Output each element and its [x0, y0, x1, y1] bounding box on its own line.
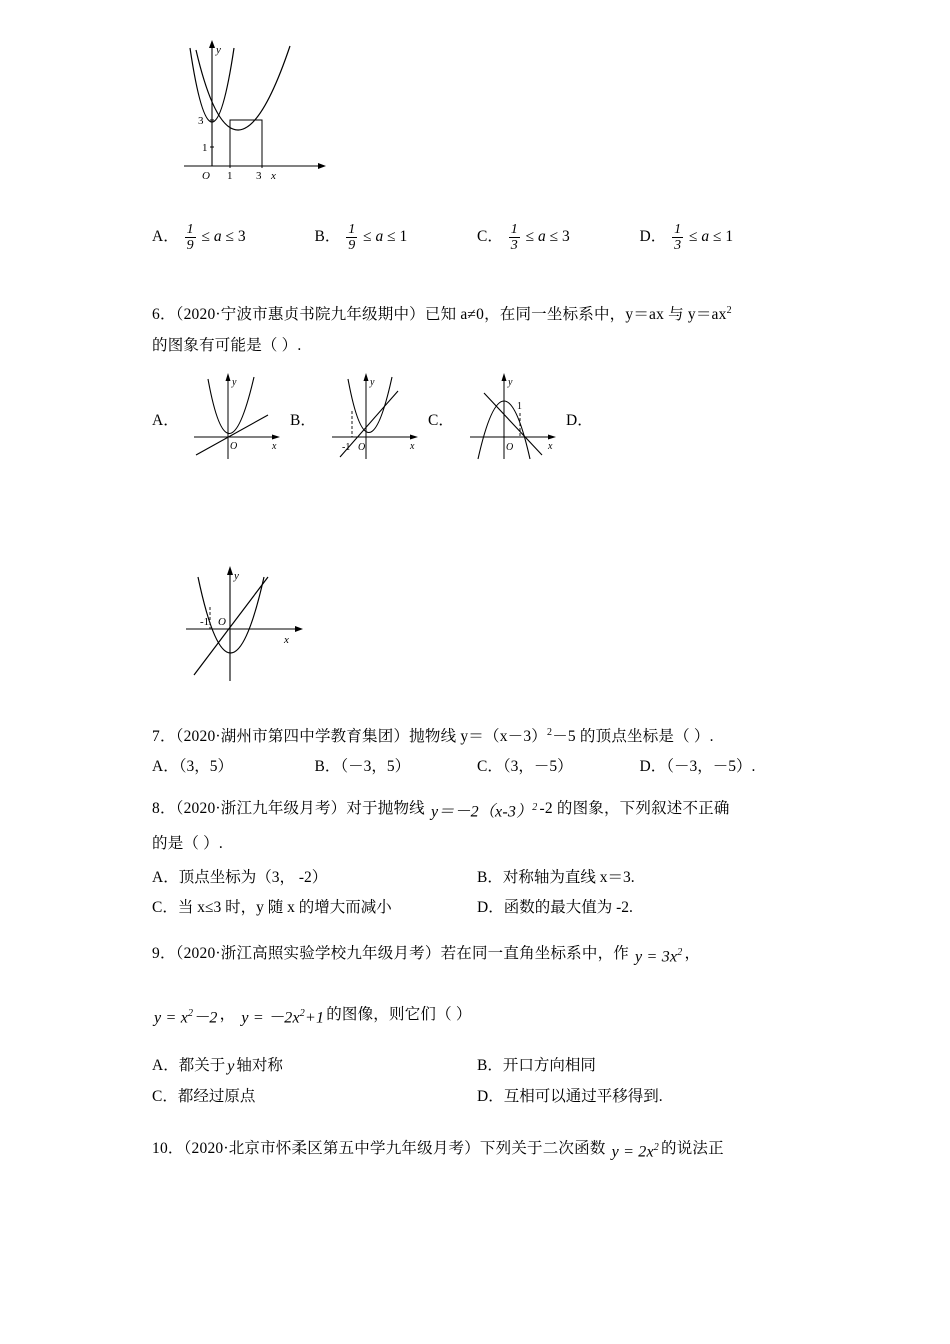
q9-formula-1: $y = 3x^2$ [635, 946, 683, 965]
q10-formula: $y = 2x^2$ [611, 1141, 659, 1161]
q6-figure-c[interactable] [456, 371, 566, 471]
q8-formula: $y=-2(x-3)^2$ [430, 802, 538, 821]
q8-stem-tail: -2 的图象，下列叙述不正确 [539, 800, 730, 818]
q7-line1 [152, 717, 802, 752]
graph-d-tick: -1 [200, 616, 210, 629]
q8-stem-text: 8．（2020·浙江九年级月考）对于抛物线 [152, 800, 425, 818]
q5-option-b-fraction: $\frac{1}{9}$ [348, 221, 356, 253]
q6-figure-d[interactable] [172, 563, 802, 691]
graph-c-y-label: y [508, 377, 513, 389]
q7-option-c[interactable]: C．（3，－5） [477, 758, 573, 776]
q5-option-d[interactable]: D． $\frac{1}{3}$ ≤ a ≤ 1 [639, 221, 734, 253]
q6-choice-a-label[interactable]: A． [152, 412, 179, 430]
q10-stem-tail: 的说法正 [661, 1139, 724, 1157]
q5-option-b[interactable]: B． $\frac{1}{9}$ ≤ a ≤ 1 [314, 221, 408, 253]
q8-line1 [152, 792, 802, 827]
svg-text:1: 1 [202, 142, 208, 154]
q9-stem-text: 9．（2020·浙江高照实验学校九年级月考）若在同一直角坐标系中，作 [152, 944, 629, 962]
svg-text:x: x [271, 170, 276, 182]
svg-text:3: 3 [256, 170, 262, 182]
y-axis-label: y [216, 44, 221, 56]
graph-a-x-label: x [272, 441, 277, 453]
graph-c-tick: 1 [517, 401, 522, 413]
q6-line2: 的图象有可能是（ ）. [152, 337, 302, 355]
graph-c-x-label: x [548, 441, 553, 453]
q6-choice-b-label[interactable]: B． [290, 412, 316, 430]
q9-formula-2: $y = x^2-2$ [154, 1007, 218, 1027]
q9-option-a-tail: 轴对称 [236, 1057, 283, 1075]
graph-c-origin: O [506, 442, 514, 454]
q8-option-c[interactable]: C．当 x≤3 时，y 随 x 的增大而减小 [152, 898, 392, 916]
q5-options-row [152, 215, 802, 259]
svg-text:O: O [202, 170, 210, 182]
q7-stem-tail: －5 的顶点坐标是（ ）. [552, 728, 714, 746]
q9-line2 [152, 998, 802, 1033]
graph-a-origin: O [230, 441, 238, 453]
q5-option-b-letter: B． [314, 227, 341, 245]
graph-b [318, 371, 428, 471]
q9-option-a-text: A．都关于 [152, 1057, 226, 1075]
q8-options-row2 [152, 893, 802, 923]
q9-option-d[interactable]: D．互相可以通过平移得到. [477, 1087, 663, 1105]
q9-option-c[interactable]: C．都经过原点 [152, 1087, 256, 1105]
q9-options-row2 [152, 1082, 802, 1112]
document-content [152, 36, 802, 1167]
q9-options-row1 [152, 1051, 802, 1081]
graph-b-y-label: y [370, 377, 375, 389]
graph-b-tick: -1 [342, 442, 351, 454]
graph-b-origin: O [358, 442, 366, 454]
q7-stem-text: 7．（2020·湖州市第四中学教育集团）抛物线 y＝（x－3） [152, 728, 547, 746]
q6-choice-d-label[interactable]: D． [566, 412, 593, 430]
q8-option-d[interactable]: D．函数的最大值为 -2. [477, 898, 633, 916]
q9-option-b[interactable]: B．开口方向相同 [477, 1057, 596, 1075]
q5-option-a-fraction: $\frac{1}{9}$ [186, 221, 194, 253]
q6-stem-text: 6．（2020·宁波市惠贞书院九年级期中）已知 a≠0，在同一坐标系中，y＝ax 与 y＝ax [152, 306, 727, 324]
q10-stem-text: 10．（2020·北京市怀柔区第五中学九年级月考）下列关于二次函数 [152, 1139, 606, 1157]
graph-d-origin: O [218, 616, 226, 629]
graph-b-x-label: x [410, 441, 415, 453]
q6-figure-b[interactable] [318, 371, 428, 471]
q7-option-d[interactable]: D．（－3，－5）. [639, 758, 756, 776]
q9-option-a-var: y [227, 1057, 235, 1075]
graph-d-x-label: x [284, 634, 289, 647]
q10-line1 [152, 1132, 802, 1167]
q8-line2: 的是（ ）. [152, 834, 223, 852]
q9-comma: ， [684, 944, 701, 962]
graph-a-y-label: y [232, 377, 237, 389]
q5-option-a[interactable]: A． $\frac{1}{9}$ ≤ a ≤ 3 [152, 221, 246, 253]
svg-text:3: 3 [198, 115, 204, 127]
q7-option-a[interactable]: A．（3，5） [152, 758, 233, 776]
q9-option-a[interactable] [152, 1051, 477, 1081]
graph-c [456, 371, 566, 471]
q5-option-c-fraction: $\frac{1}{3}$ [510, 221, 518, 253]
q7-exponent: 2 [547, 727, 553, 739]
q9-stem-tail: 的图像，则它们（ ） [326, 1006, 472, 1024]
q5-option-d-fraction: $\frac{1}{3}$ [674, 221, 682, 253]
spacer-1 [152, 259, 802, 273]
q8-option-b[interactable]: B．对称轴为直线 x＝3. [477, 868, 635, 886]
graph-d [172, 563, 332, 691]
q8-option-a[interactable]: A．顶点坐标为（3， -2） [152, 868, 328, 886]
q9-formula-3: $y = -2x^2+1$ [241, 1007, 325, 1027]
graph-a [180, 371, 290, 471]
q7-option-b[interactable]: B．（－3，5） [314, 758, 411, 776]
parabola-with-rectangle-figure [172, 36, 352, 191]
graph-d-y-label: y [234, 570, 239, 583]
q6-line1 [152, 295, 802, 330]
q5-option-a-letter: A． [152, 227, 179, 245]
q6-figures-row [152, 371, 802, 471]
q5-option-c[interactable]: C． $\frac{1}{3}$ ≤ a ≤ 3 [477, 221, 570, 253]
q6-exponent: 2 [726, 305, 732, 316]
q6-figure-a[interactable] [180, 371, 290, 471]
q5-option-c-letter: C． [477, 227, 503, 245]
svg-text:1: 1 [227, 170, 233, 182]
q8-options-row1 [152, 863, 802, 893]
q9-separator: ， [219, 1006, 236, 1024]
figure-parabola-rectangle [172, 36, 802, 191]
q6-choice-c-label[interactable]: C． [428, 412, 454, 430]
q5-option-d-letter: D． [639, 227, 667, 245]
q7-options-row [152, 752, 802, 782]
q9-line1 [152, 937, 802, 972]
